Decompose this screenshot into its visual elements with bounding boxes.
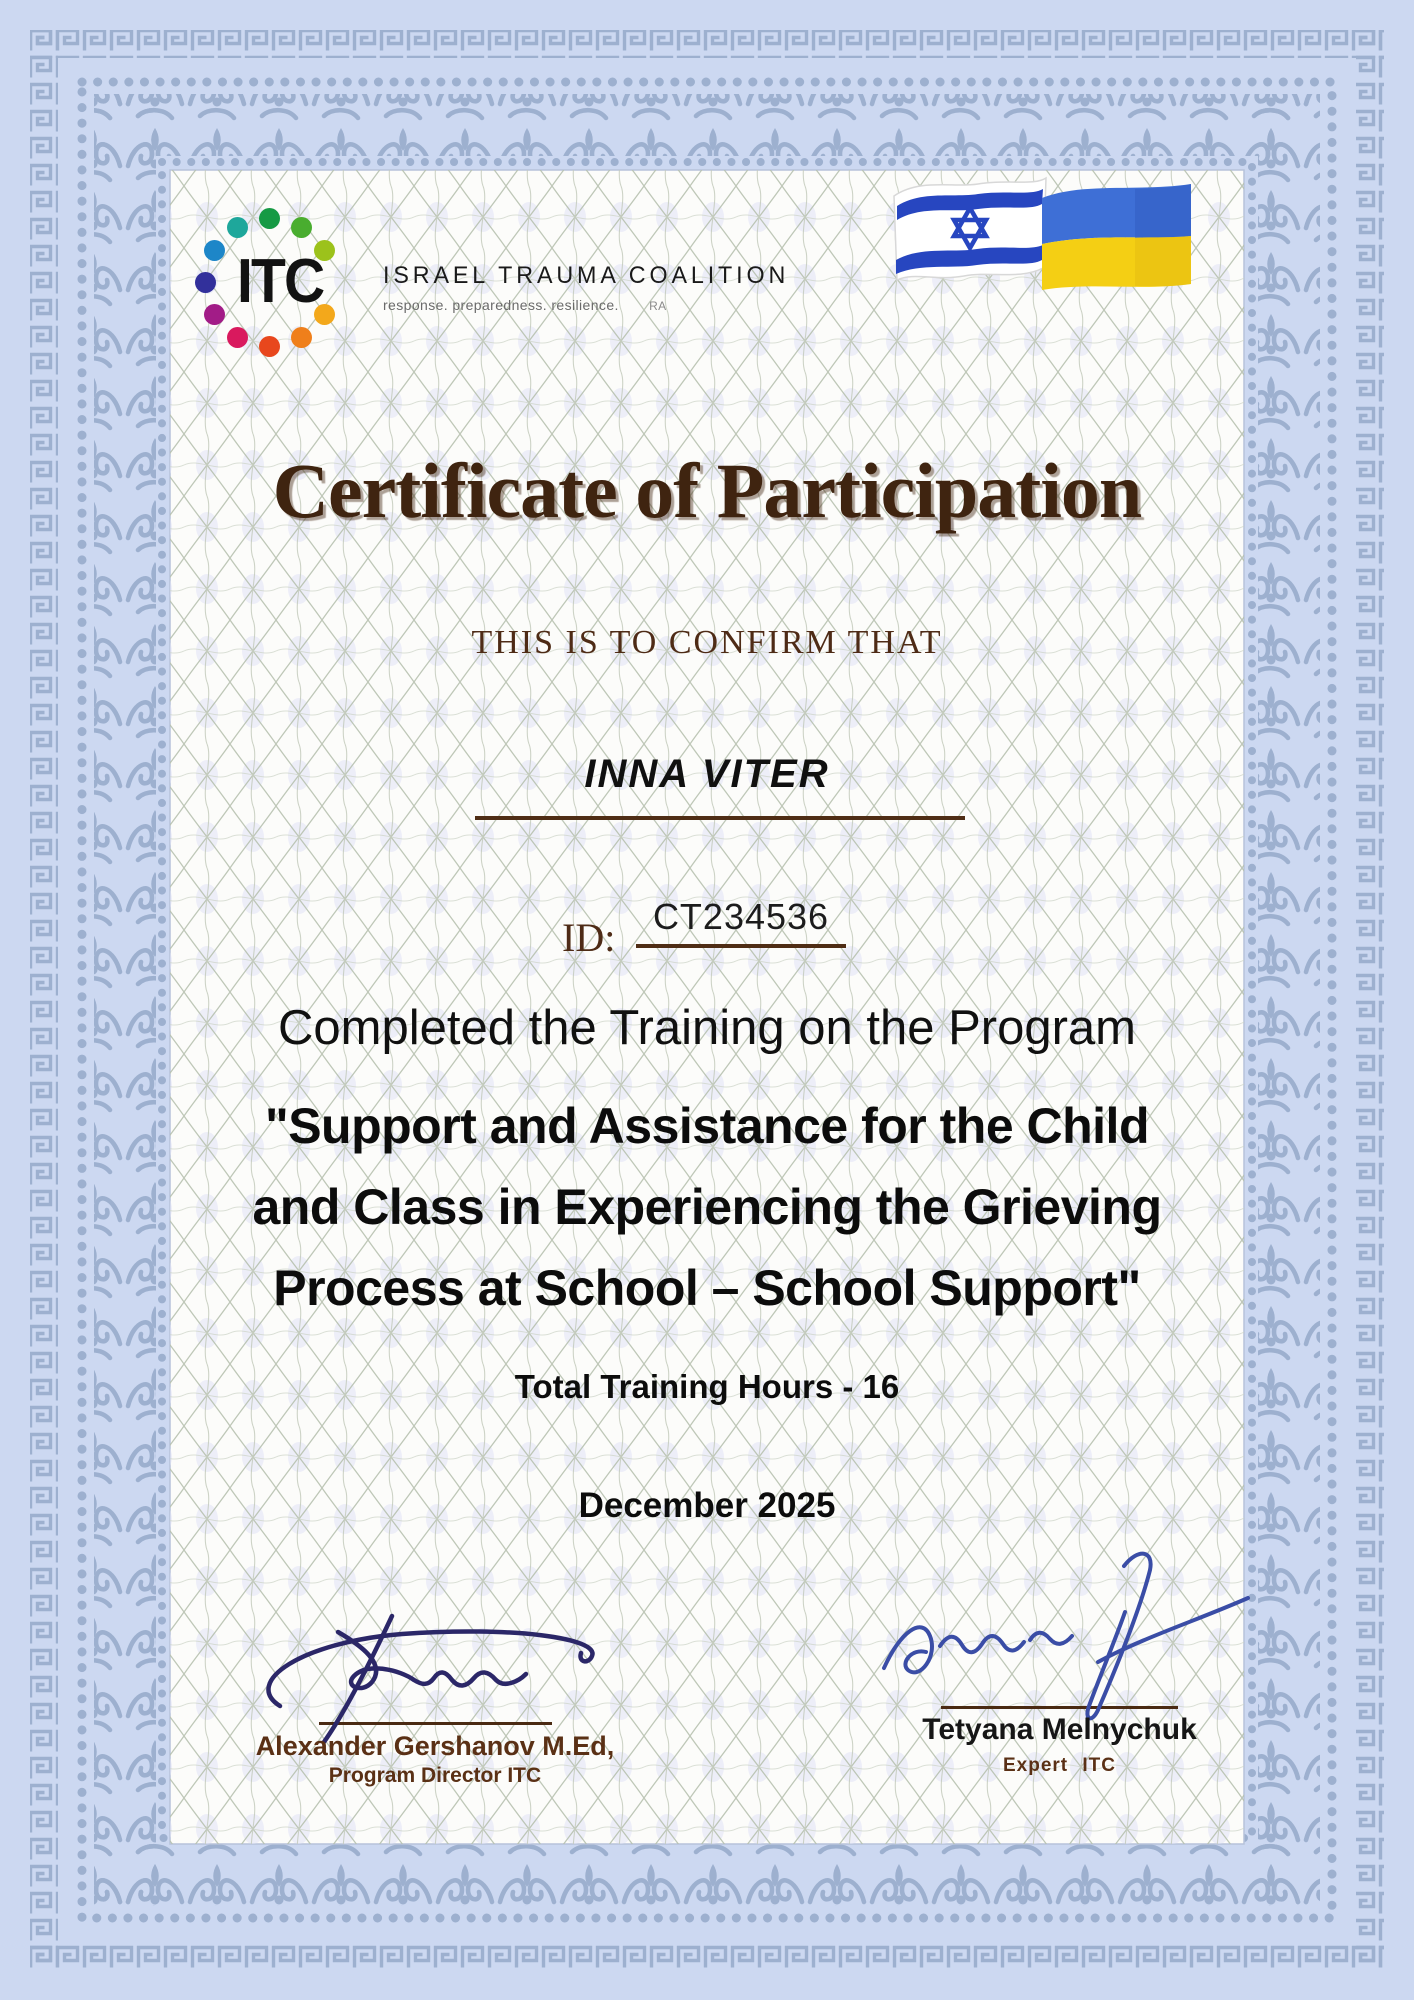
signature-left-role: Program Director ITC — [328, 1764, 542, 1787]
program-title-line-2: and Class in Experiencing the Grieving — [252, 1179, 1162, 1235]
org-name-block — [383, 262, 943, 313]
signature-left-line — [319, 1722, 552, 1725]
program-title-line-3: Process at School – School Support" — [273, 1260, 1141, 1316]
signature-right-icon — [862, 1540, 1257, 1740]
id-value-group — [636, 896, 846, 948]
israel-flag-icon — [888, 168, 1053, 298]
org-name: ISRAEL TRAUMA COALITION — [383, 262, 790, 289]
itc-logo-dot — [204, 304, 225, 325]
program-title-line-1: "Support and Assistance for the Child — [265, 1098, 1149, 1154]
id-label: ID: — [562, 915, 616, 960]
signature-block-right — [862, 1540, 1257, 1777]
signature-left-icon — [240, 1590, 640, 1750]
itc-logo-dot — [291, 327, 312, 348]
ukraine-flag-icon — [1037, 176, 1195, 298]
signature-right-name: Tetyana Melnychuk — [922, 1713, 1197, 1746]
org-tagline: response. preparedness. resilience. — [383, 297, 619, 313]
itc-logo-dot — [227, 217, 248, 238]
recipient-name-underline — [475, 816, 965, 820]
org-tagline-suffix: RA — [649, 299, 667, 313]
confirm-text: THIS IS TO CONFIRM THAT — [471, 624, 943, 661]
id-group — [562, 896, 852, 966]
itc-logo-dot — [291, 217, 312, 238]
certificate-title: Certificate of Participation — [272, 447, 1142, 534]
program-intro: Completed the Training on the Program — [278, 1001, 1136, 1055]
signature-block-left — [240, 1590, 630, 1788]
id-row — [172, 896, 1242, 966]
signature-right-role: Expert ITC — [1002, 1755, 1117, 1776]
itc-logo-dot — [227, 327, 248, 348]
itc-logo-dot — [259, 208, 280, 229]
id-underline — [636, 944, 846, 948]
program-title — [172, 1086, 1242, 1329]
training-hours: Total Training Hours - 16 — [514, 1368, 900, 1405]
signature-right-line — [941, 1706, 1178, 1709]
itc-logo-dot — [195, 272, 216, 293]
certificate-date: December 2025 — [578, 1486, 836, 1525]
org-tagline-row — [383, 297, 943, 313]
recipient-name: INNA VITER — [584, 752, 830, 796]
itc-logo-acronym: ITC — [237, 247, 324, 316]
itc-logo-dot — [259, 336, 280, 357]
itc-logo — [197, 202, 357, 372]
signature-left-name: Alexander Gershanov M.Ed, — [255, 1731, 615, 1761]
id-value: CT234536 — [652, 896, 830, 937]
itc-logo-dot — [204, 240, 225, 261]
